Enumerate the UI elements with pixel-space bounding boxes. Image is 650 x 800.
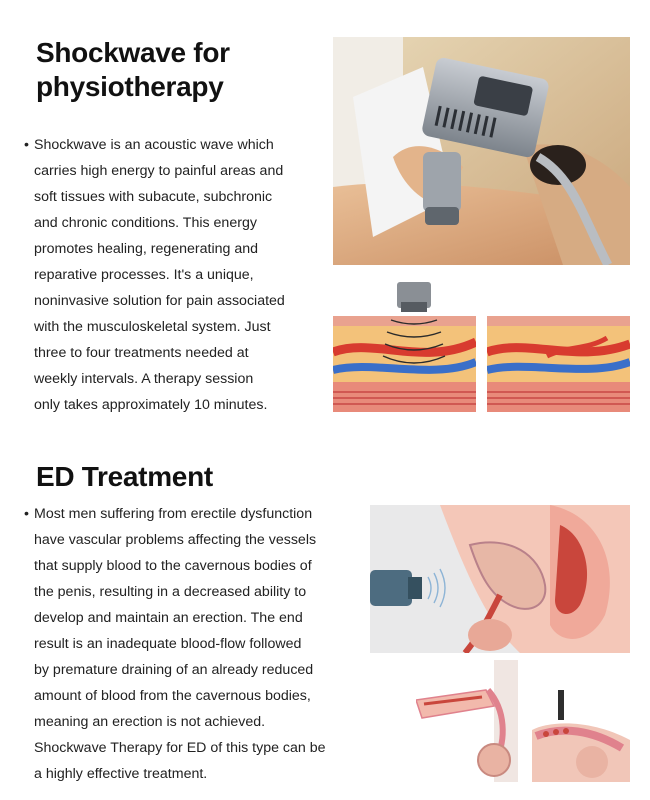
section1-body-line: carries high energy to painful areas and [34, 163, 284, 179]
section2-body-line: that supply blood to the cavernous bodies of [34, 558, 312, 574]
section2-body-line: Shockwave Therapy for ED of this type can be [34, 740, 326, 756]
section1-title-line1: Shockwave for [36, 37, 230, 68]
section1-body-line: weekly intervals. A therapy session [34, 371, 254, 387]
section2-body-line: Most men suffering from erectile dysfunction [34, 506, 313, 522]
section2-body-line: meaning an erection is not achieved. [34, 714, 266, 730]
section2-body-line: a highly effective treatment. [34, 766, 208, 782]
section2-body-line: the penis, resulting in a decreased ability to [34, 584, 307, 600]
section1-body-line: and chronic conditions. This energy [34, 215, 257, 231]
section2-body-line: by premature draining of an already reduced [34, 662, 314, 678]
section1-body [24, 132, 324, 418]
section1-body-line: promotes healing, regenerating and [34, 241, 259, 257]
section2-bullet: • [24, 506, 29, 522]
section1-title [36, 36, 230, 104]
section1-body-line: noninvasive solution for pain associated [34, 293, 285, 309]
section1-body-line: three to four treatments needed at [34, 345, 249, 361]
section2-title: ED Treatment [36, 461, 213, 492]
section1-body-line: with the musculoskeletal system. Just [34, 319, 271, 335]
section1-title-line2: physiotherapy [36, 71, 224, 102]
tissue-diagram-after [487, 316, 630, 412]
penis-diagram-before [416, 660, 518, 782]
section2-body-line: result is an inadequate blood-flow followed [34, 636, 302, 652]
section1-bullet: • [24, 137, 29, 153]
anatomy-diagram [370, 505, 630, 653]
section2-body-line: have vascular problems affecting the vessels [34, 532, 317, 548]
penis-diagram-after [532, 690, 630, 782]
therapy-device-photo [333, 37, 630, 265]
section1-body-line: soft tissues with subacute, subchronic [34, 189, 273, 205]
section1-body-line: only takes approximately 10 minutes. [34, 397, 268, 413]
section2-body-line: develop and maintain an erection. The end [34, 610, 303, 626]
section2-body [24, 501, 354, 787]
section1-body-line: reparative processes. It's a unique, [34, 267, 254, 283]
section1-body-line: Shockwave is an acoustic wave which [34, 137, 274, 153]
section2-body-line: amount of blood from the cavernous bodies, [34, 688, 311, 704]
tissue-diagram-before [333, 282, 476, 412]
